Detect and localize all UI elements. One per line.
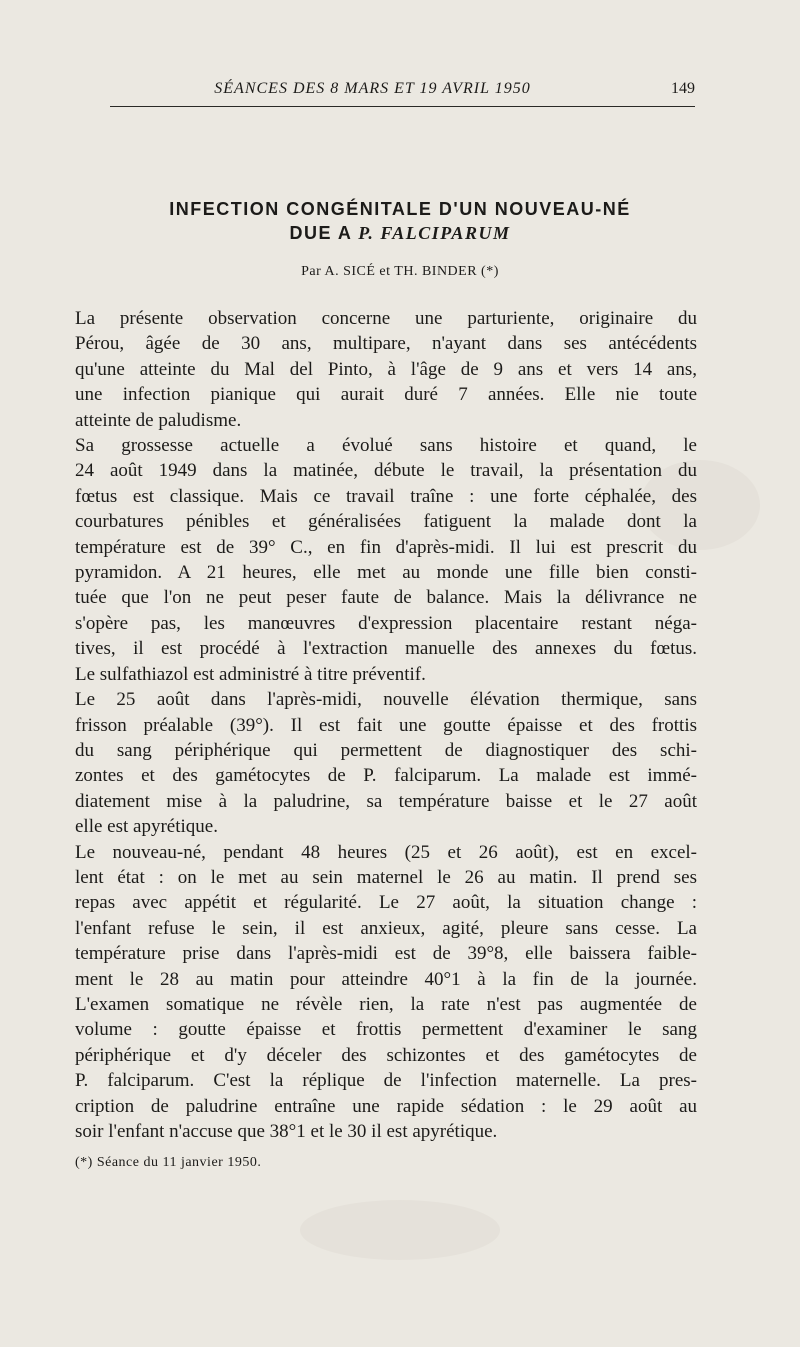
body-line: Le nouveau-né, pendant 48 heures (25 et 26 août), est en excel- [75,841,697,863]
body-line: fœtus est classique. Mais ce travail traîne : une forte céphalée, des [75,485,697,507]
body-line: P. falciparum. C'est la réplique de l'infection maternelle. La pres- [75,1070,697,1092]
body-line: Sa grossesse actuelle a évolué sans histoire et quand, le [75,435,697,457]
body-line: s'opère pas, les manœuvres d'expression placentaire restant néga- [75,612,697,634]
body-line: frisson préalable (39°). Il est fait une goutte épaisse et des frottis [75,714,697,736]
article-body [75,306,697,1144]
running-header [110,76,695,107]
body-line: atteinte de paludisme. [75,409,242,431]
running-title: SÉANCES DES 8 MARS ET 19 AVRIL 1950 [214,80,531,97]
article-title-line-1: INFECTION CONGÉNITALE D'UN NOUVEAU-NÉ [169,199,631,219]
body-line: du sang périphérique qui permettent de diagnostiquer des schi- [75,739,697,761]
body-line: qu'une atteinte du Mal del Pinto, à l'âge de 9 ans et vers 14 ans, [75,358,697,380]
body-line: courbatures pénibles et généralisées fatiguent la malade dont la [75,511,697,533]
body-line: ment le 28 au matin pour atteindre 40°1 à la fin de la journée. [75,968,697,990]
body-line: tuée que l'on ne peut peser faute de balance. Mais la délivrance ne [75,587,697,609]
body-line: lent état : on le met au sein maternel le 26 au matin. Il prend ses [75,866,697,888]
body-line: température prise dans l'après-midi est de 39°8, elle baissera faible- [75,943,697,965]
body-line: Pérou, âgée de 30 ans, multipare, n'ayant dans ses antécédents [75,333,697,355]
paper-stain [300,1200,500,1260]
body-line: périphérique et d'y déceler des schizontes et des gamétocytes de [75,1044,697,1066]
body-line: volume : goutte épaisse et frottis permettent d'examiner le sang [75,1019,697,1041]
body-line: repas avec appétit et régularité. Le 27 août, la situation change : [75,892,697,914]
body-line: L'examen somatique ne révèle rien, la rate n'est pas augmentée de [75,993,697,1015]
body-line: l'enfant refuse le sein, il est anxieux, agité, pleure sans cesse. La [75,917,697,939]
footnote: (*) Séance du 11 janvier 1950. [75,1155,262,1170]
body-line: zontes et des gamétocytes de P. falciparum. La malade est immé- [75,765,697,787]
body-line: une infection pianique qui aurait duré 7 années. Elle nie toute [75,384,697,406]
body-line: température est de 39° C., en fin d'après-midi. Il lui est prescrit du [75,536,697,558]
body-line: pyramidon. A 21 heures, elle met au monde une fille bien consti- [75,562,697,584]
body-line: Le 25 août dans l'après-midi, nouvelle élévation thermique, sans [75,689,697,711]
body-line: tives, il est procédé à l'extraction manuelle des annexes du fœtus. [75,638,697,660]
body-line: La présente observation concerne une parturiente, originaire du [75,308,697,329]
body-line: soir l'enfant n'accuse que 38°1 et le 30 il est apyrétique. [75,1121,498,1142]
article-title-line-2 [80,223,720,244]
body-line: Le sulfathiazol est administré à titre préventif. [75,663,426,685]
title-prefix: DUE A [289,223,352,243]
page-number: 149 [671,80,695,97]
body-line: diatement mise à la paludrine, sa température baisse et le 27 août [75,790,697,812]
body-line: elle est apyrétique. [75,816,218,838]
title-species: P. FALCIPARUM [358,223,511,243]
byline: Par A. SICÉ et TH. BINDER (*) [301,264,499,279]
body-line: 24 août 1949 dans la matinée, débute le travail, la présentation du [75,460,697,482]
body-line: cription de paludrine entraîne une rapide sédation : le 29 août au [75,1095,697,1117]
